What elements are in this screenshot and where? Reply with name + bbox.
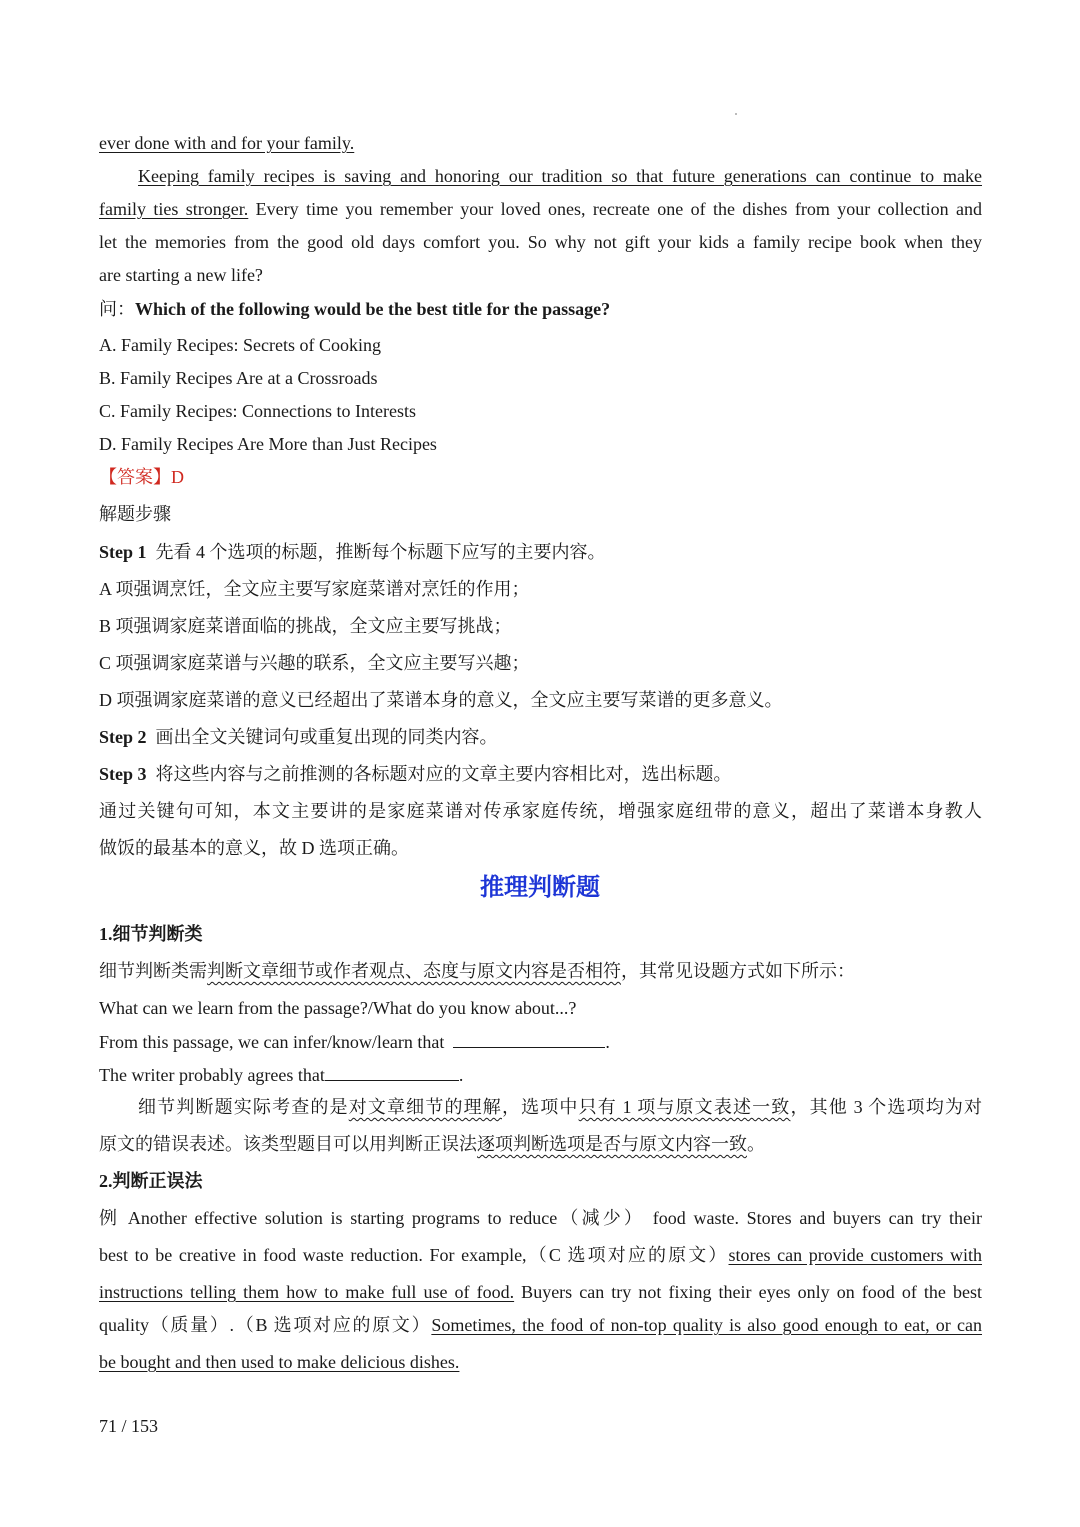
key-sentence: family ties stronger. [99,199,249,219]
answer-blank [325,1062,459,1081]
option-a: A. Family Recipes: Secrets of Cooking [99,335,381,355]
subsection-heading: 1.细节判断类 [99,924,203,944]
passage-line: family ties stronger. Every time you remember your loved ones, recreate one of the dishes from your collection and [99,199,982,219]
passage-line: ever done with and for your family. [99,133,355,153]
conclusion-line: 做饭的最基本的意义，故 D 选项正确。 [99,838,409,858]
example-line: be bought and then used to make delicious dishes. [99,1352,460,1372]
example-line: best to be creative in food waste reduction. For example,（C 选项对应的原文）stores can provide customers with [99,1245,982,1265]
question: 问：Which of the following would be the best title for the passage? [99,299,611,319]
scan-speck [735,113,737,115]
section-title: 推理判断题 [480,875,600,901]
step-1: Step 1 先看 4 个选项的标题，推断每个标题下应写的主要内容。 [99,542,606,562]
option-b: B. Family Recipes Are at a Crossroads [99,368,378,388]
question-form: From this passage, we can infer/know/learn that . [99,1029,982,1054]
solution-heading: 解题步骤 [99,504,171,524]
answer: 【答案】D [99,467,184,487]
passage-line: are starting a new life? [99,265,263,285]
analysis-b: B 项强调家庭菜谱面临的挑战，全文应主要写挑战； [99,616,512,636]
question-form: The writer probably agrees that . [99,1062,982,1087]
conclusion-line: 通过关键句可知，本文主要讲的是家庭菜谱对传承家庭传统，增强家庭纽带的意义，超出了菜谱本身教人 [99,801,982,821]
subsection-heading: 2.判断正误法 [99,1171,203,1191]
step-3: Step 3 将这些内容与之前推测的各标题对应的文章主要内容相比对，选出标题。 [99,764,732,784]
page-number: 71 / 153 [99,1416,159,1436]
step-2: Step 2 画出全文关键词句或重复出现的同类内容。 [99,727,498,747]
answer-blank [453,1029,605,1048]
analysis-d: D 项强调家庭菜谱的意义已经超出了菜谱本身的意义，全文应主要写菜谱的更多意义。 [99,690,783,710]
explanation-line: 原文的错误表述。该类型题目可以用判断正误法逐项判断选项是否与原文内容一致。 [99,1134,765,1154]
passage-line: let the memories from the good old days comfort you. So why not gift your kids a family recipe book when they [99,232,982,252]
explanation-line: 细节判断题实际考查的是对文章细节的理解，选项中只有 1 项与原文表述一致，其他 3 个选项均为对 [138,1097,983,1117]
example-line: quality（质量）.（B 选项对应的原文）Sometimes, the food of non-top quality is also good enough to eat, or can [99,1315,982,1335]
option-d: D. Family Recipes Are More than Just Recipes [99,434,437,454]
example-line: 例 Another effective solution is starting programs to reduce（减少） food waste. Stores and buyers can try their [99,1208,982,1228]
analysis-a: A 项强调烹饪，全文应主要写家庭菜谱对烹饪的作用； [99,579,530,599]
analysis-c: C 项强调家庭菜谱与兴趣的联系，全文应主要写兴趣； [99,653,530,673]
question-form: What can we learn from the passage?/What do you know about...? [99,998,577,1018]
example-line: instructions telling them how to make full use of food. Buyers can try not fixing their eyes only on food of the best [99,1282,982,1302]
subsection-intro: 细节判断类需判断文章细节或作者观点、态度与原文内容是否相符，其常见设题方式如下所示： [99,961,855,981]
passage-line: Keeping family recipes is saving and honoring our tradition so that future generations can continue to make [138,166,982,186]
option-c: C. Family Recipes: Connections to Interests [99,401,416,421]
